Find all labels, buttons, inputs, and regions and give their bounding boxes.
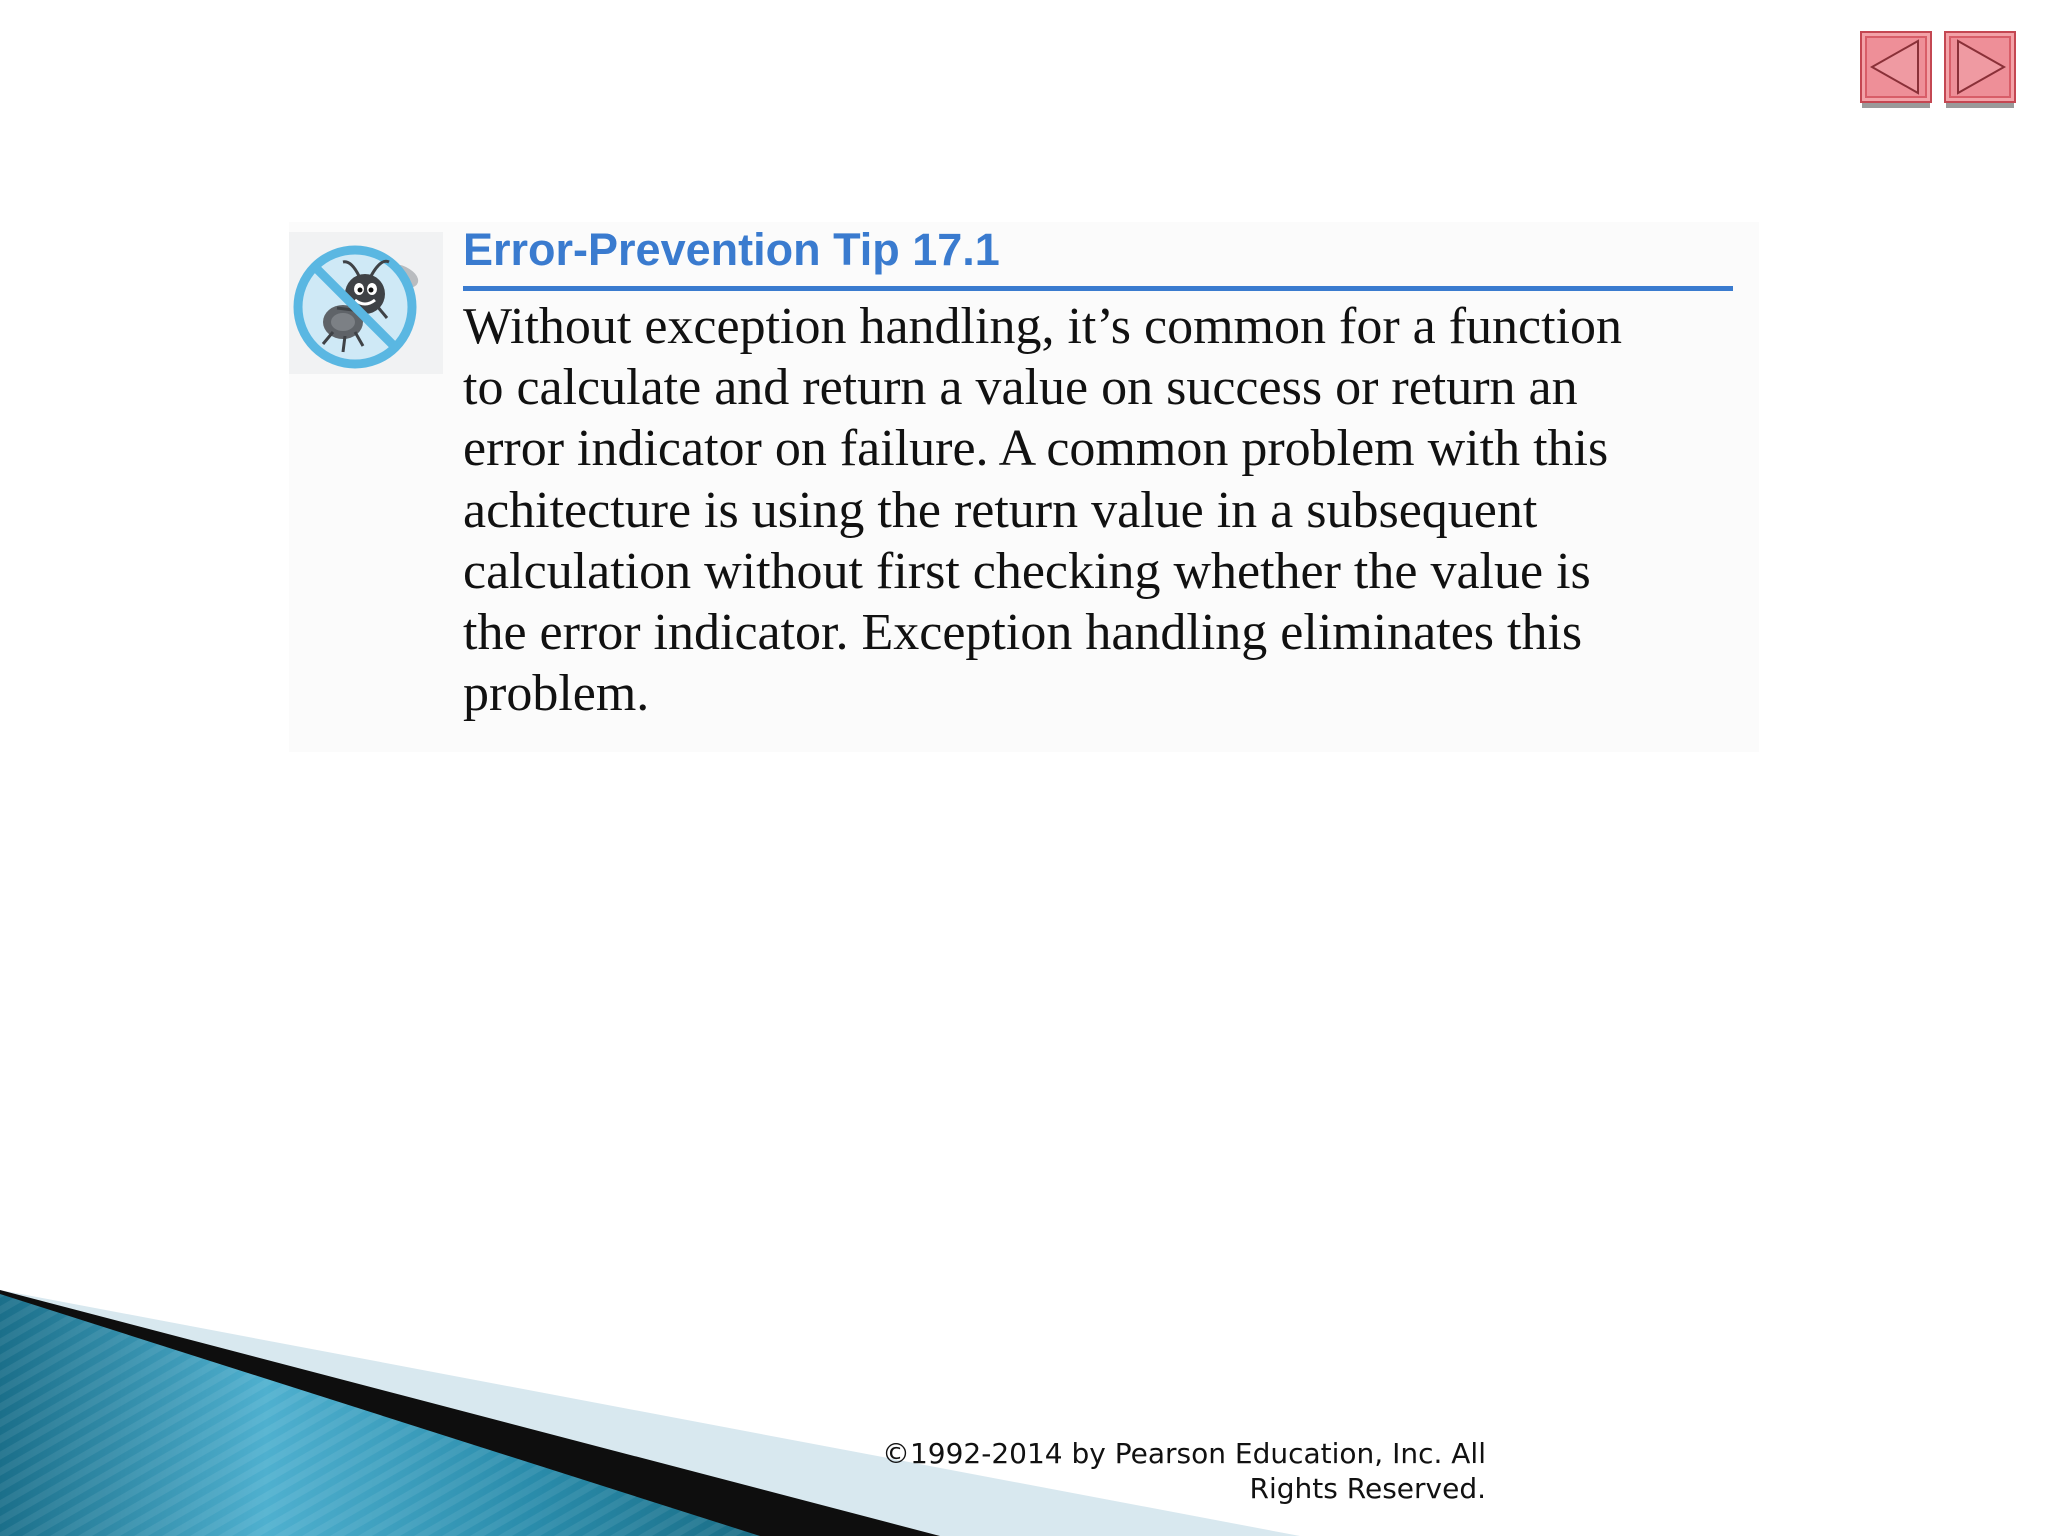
previous-slide-button[interactable] [1860, 31, 1932, 109]
next-slide-button[interactable] [1944, 31, 2016, 109]
copyright-line: ©1992-2014 by Pearson Education, Inc. All [881, 1437, 1486, 1470]
tip-body-line: error indicator on failure. A common problem with this [463, 420, 1609, 478]
tip-body [463, 296, 1753, 724]
tip-body-line: problem. [463, 665, 650, 723]
tip-title: Error-Prevention Tip 17.1 [463, 224, 1000, 275]
tip-title-underline [463, 286, 1733, 291]
tip-body-line: Without exception handling, it’s common for a function [463, 298, 1623, 355]
no-bugs-icon [289, 232, 443, 374]
tip-body-line: the error indicator. Exception handling eliminates this [463, 604, 1583, 662]
copyright-line: Rights Reserved. [1249, 1472, 1486, 1505]
triangle-left-icon [1860, 31, 1932, 109]
tip-body-line: achitecture is using the return value in a subsequent [463, 481, 1538, 539]
triangle-right-icon [1944, 31, 2016, 109]
tip-body-line: calculation without first checking whether the value is [463, 542, 1591, 600]
copyright-notice [882, 1436, 1486, 1506]
tip-body-line: to calculate and return a value on success or return an [463, 359, 1578, 417]
